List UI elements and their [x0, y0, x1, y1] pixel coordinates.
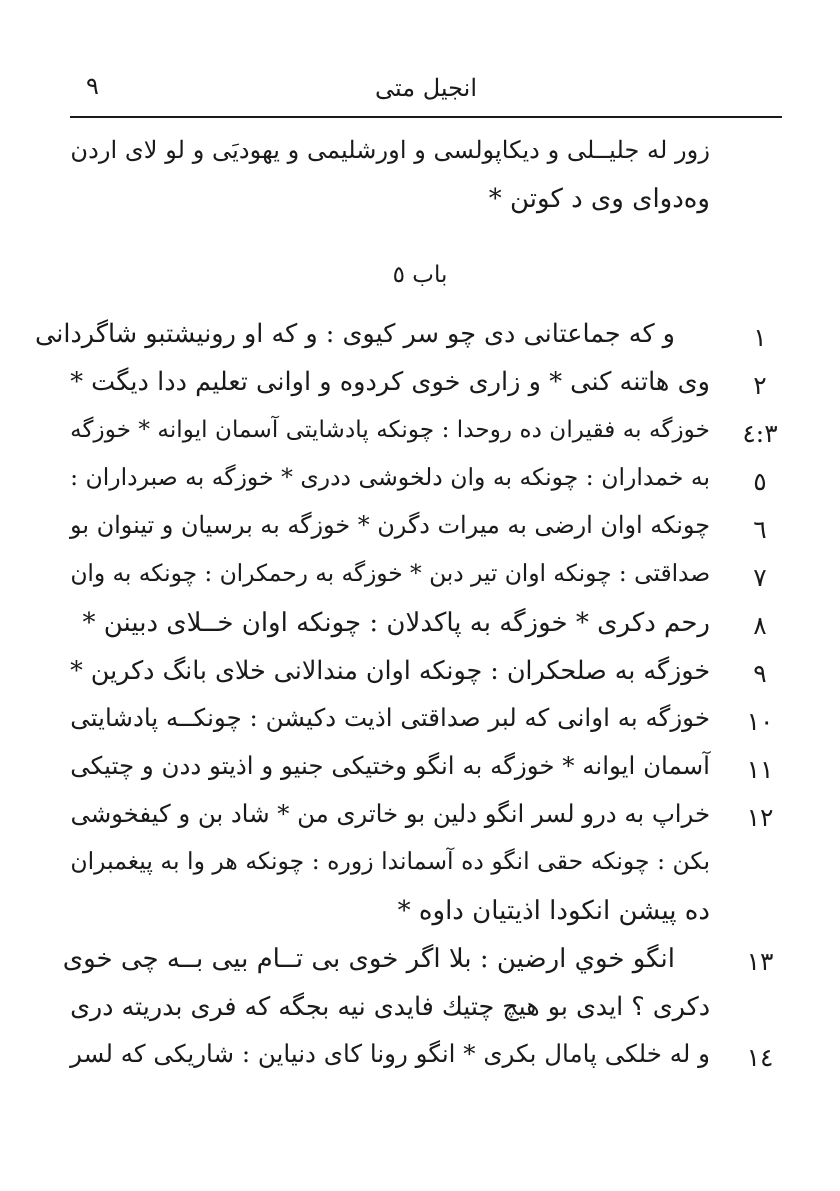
text-line: خوزگه به اوانی که لبر صداقتی اذیت دکیشن : چونکــه پادشایتی	[70, 703, 710, 732]
verse-number: ٦	[753, 515, 767, 544]
verse-number: ٤:٣	[742, 419, 778, 448]
text-line: وی هاتنه کنی * و زاری خوی کردوه و اوانی تعلیم ددا دیگت *	[70, 367, 710, 397]
verse-number: ١	[753, 323, 767, 352]
verse-number: ١٣	[746, 947, 774, 976]
text-line: بکن : چونکه حقی انگو ده آسماندا زوره : چونکه هر وا به پیغمبران	[70, 847, 710, 875]
text-line: به خمداران : چونکه به وان دلخوشی ددری * خوزگه به صبرداران :	[70, 463, 710, 491]
header-rule	[70, 116, 782, 118]
running-title: انجیل متی	[375, 74, 477, 102]
text-line: دکری ؟ ایدی بو هیچ چتیك فایدی نیه بجگه که فری بدریته دری	[70, 991, 710, 1021]
text-line: خوزگه به فقیران ده روحدا : چونکه پادشایتی آسمان ایوانه * خوزگه	[70, 416, 710, 443]
verse-number: ٩	[753, 659, 767, 688]
verse-number: ٥	[753, 467, 767, 496]
verse-number: ١١	[746, 755, 774, 784]
text-line: وەدوای وی د کوتن *	[488, 184, 710, 214]
text-line: زور له جلیــلی و دیکاپولسی و اورشلیمی و یهودیَی و لو لای اردن	[70, 136, 710, 164]
text-line: و که جماعتانی دی چو سر کیوی : و که او رونیشتبو شاگردانی	[35, 319, 675, 349]
page-header	[70, 66, 782, 116]
verse-number: ٢	[753, 371, 767, 400]
text-line: خوزگه به صلحکران : چونکه اوان مندالانی خلای بانگ دکرین *	[70, 655, 710, 685]
text-line: و له خلکی پامال بکری * انگو رونا کای دنیاین : شاریکی که لسر	[70, 1039, 710, 1068]
verse-number: ٧	[753, 563, 767, 592]
verse-number: ١٤	[746, 1043, 774, 1072]
text-line: چونکه اوان ارضی به میرات دگرن * خوزگه به برسیان و تینوان بو	[70, 511, 710, 539]
text-line: رحم دکری * خوزگه به پاکدلان : چونکه اوان خــلای دبینن *	[82, 608, 710, 638]
page-number: ٩	[86, 72, 99, 100]
verse-number: ١٠	[746, 707, 774, 736]
chapter-heading: باب ٥	[392, 262, 448, 288]
verse-number: ١٢	[746, 803, 774, 832]
text-line: خراپ به درو لسر انگو دلین بو خاتری من * شاد بن و کیفخوشی	[70, 799, 710, 828]
text-line: صداقتی : چونکه اوان تیر دبن * خوزگه به رحمکران : چونکه به وان	[70, 560, 710, 587]
text-line: ده پیشن انکودا اذیتیان داوه *	[397, 896, 710, 926]
text-line: انگو خوي ارضین : بلا اگر خوی بی تــام بیی بــه چی خوی	[62, 944, 675, 974]
text-line: آسمان ایوانه * خوزگه به انگو وختیکی جنیو و اذیتو ددن و چتیکی	[70, 751, 710, 780]
verse-number: ٨	[753, 611, 767, 640]
